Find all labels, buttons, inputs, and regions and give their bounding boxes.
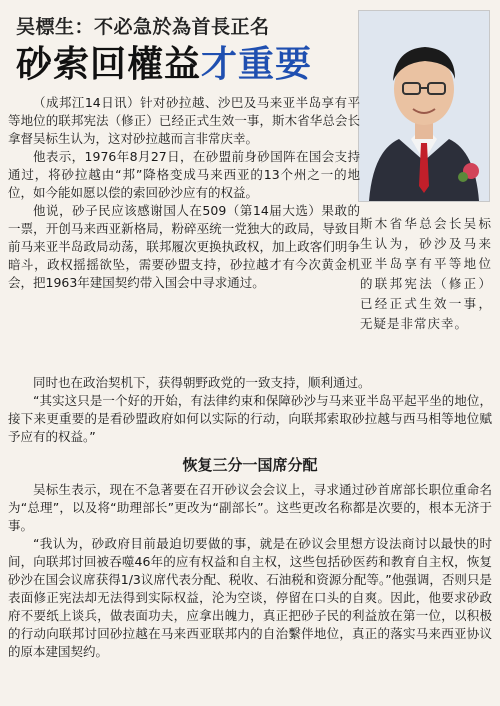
paragraph: 他表示，1976年8月27日，在砂盟前身砂国阵在国会支持通过，将砂拉越由“邦”降格变成马来西亚的13个州之一的地位，如今能如愿以偿的索回砂沙应有的权益。 [8,149,360,200]
intro-column [8,94,360,292]
paragraph: 吴标生表示，现在不急著要在召开砂议会会议上，寻求通过砂首席部长职位重命名为“总理”，以及将“助理部长”更改为“副部长”。这些更改名称都是次要的，根本无济于事。 [8,482,492,533]
section-heading: 恢复三分一国席分配 [182,456,318,474]
main-column [8,374,492,661]
headline-blue-part: 才重要 [201,44,313,85]
paragraph: 他说，砂子民应该感谢国人在509（第14届大选）果敢的一票，开创马来西亚新格局，粉碎巫统一党独大的政局，导致目前马来亚半岛政局动荡，联邦履次更换执政权，加上政客们明争暗斗，政权摇摇欲坠，需要砂盟支持，砂拉越才有今次黄金机会，把1963年建国契约带入国会中寻求通过。 [8,203,360,290]
paragraph: （成邦江14日讯）针对砂拉越、沙巴及马来亚半岛享有平等地位的联邦宪法（修正）已经正式生效一事，斯木省华总会长拿督吴标生认为，这对砂拉越而言非常庆幸。 [8,95,360,146]
paragraph: “其实这只是一个好的开始，有法律约束和保障砂沙与马来亚半岛平起平坐的地位，接下来更重要的是看砂盟政府如何以实际的行动，向联邦索取砂拉越与西马相等地位赋予应有的权益。” [8,393,492,444]
article-headline [16,43,368,87]
paragraph: 同时也在政治契机下，获得朝野政党的一致支持，顺利通过。 [33,375,371,390]
headline-block [8,6,368,87]
article-subtitle: 吴標生：不必急於為首長正名 [16,16,270,38]
portrait-illustration [359,11,489,201]
photo-caption: 斯木省华总会长吴标生认为，砂沙及马来亚半岛享有平等地位的联邦宪法（修正）已经正式生效一事，无疑是非常庆幸。 [360,216,492,331]
portrait-photo [358,10,490,202]
headline-black-part: 砂索回權益 [16,44,202,85]
paragraph: “我认为，砂政府目前最迫切要做的事，就是在砂议会里想方设法商讨以最快的时间，向联邦讨回被吞噬46年的应有权益和自主权，这些包括砂医药和教育自主权，恢复砂沙在国会议席获得1/3议席代表分配、税收、石油税和资源分配等。”他强调，否则只是表面修正宪法却无法得到实际权益，沦为空谈，停留在口头的自爽。因此，他要求砂政府不要纸上谈兵，做表面功夫，应拿出魄力，真正把砂子民的利益放在第一位，以积极的行动向联邦讨回砂拉越在马来西亚联邦内的自治繫伴地位，真正的落实马来西亚协议的原本建国契约。 [8,536,492,659]
